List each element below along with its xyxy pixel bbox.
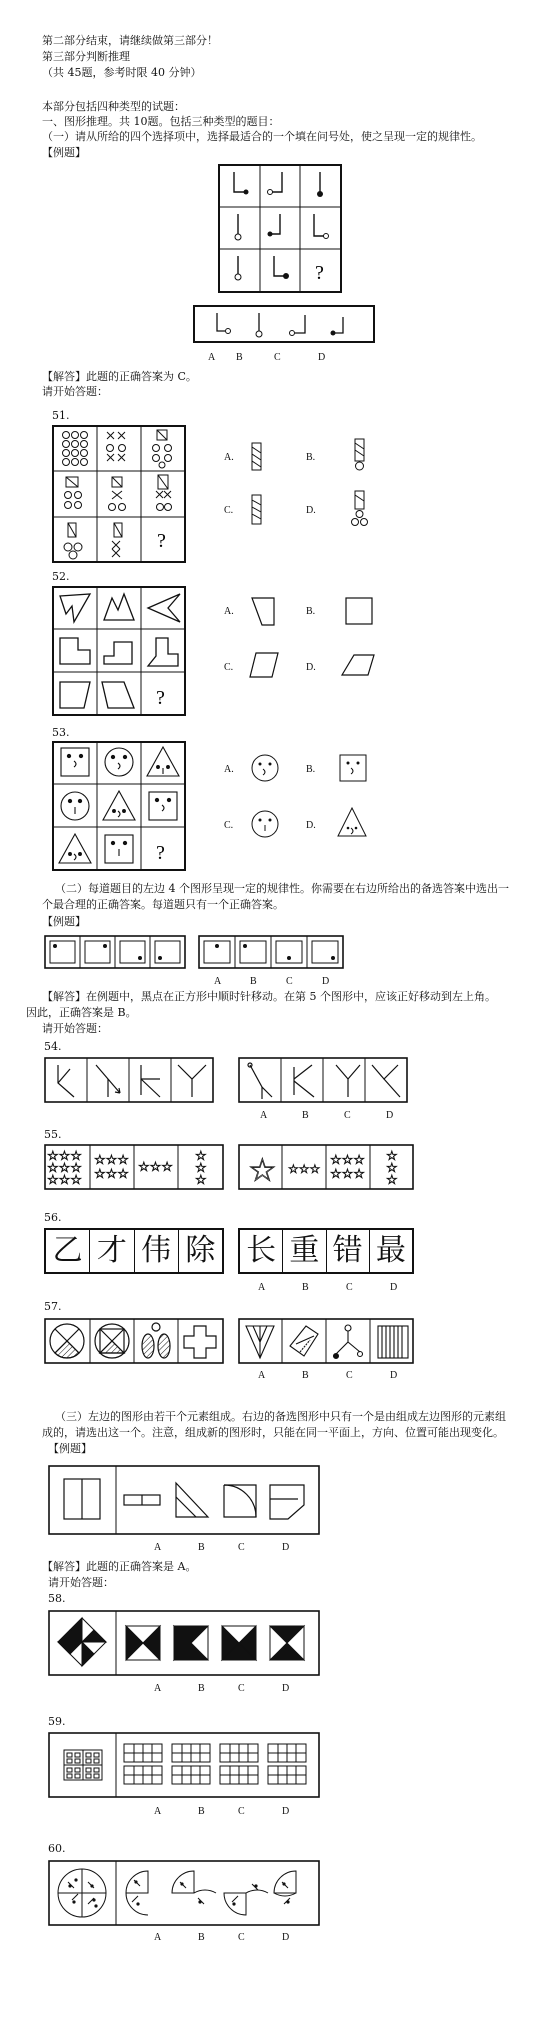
q56-right xyxy=(238,1228,414,1274)
q58-opt-c: C xyxy=(238,1683,245,1694)
s3-intro-2: 成的，请选出这一个。注意，组成新的图形时，只能在同一平面上，方向、位置可能出现变化。 xyxy=(42,1426,504,1439)
q56-char-3: 伟 xyxy=(135,1230,179,1272)
q55-right xyxy=(238,1144,414,1190)
q56-opt-a: A xyxy=(258,1282,266,1293)
ex2-opt-a: A xyxy=(214,976,222,987)
q54-opt-d: D xyxy=(386,1110,394,1121)
ex2-opt-d: D xyxy=(322,976,330,987)
q58-opt-a: A xyxy=(154,1683,162,1694)
q60-opt-a: A xyxy=(154,1932,162,1943)
q56-opt-char-c: 错 xyxy=(327,1230,370,1272)
q51-option-c-figure xyxy=(250,494,264,526)
q52-option-c-figure xyxy=(248,650,280,680)
q57-number: 57. xyxy=(44,1300,62,1313)
svg-text:?: ? xyxy=(157,530,166,552)
q56-char-2: 才 xyxy=(90,1230,134,1272)
svg-text:?: ? xyxy=(156,842,165,864)
q55-left xyxy=(44,1144,224,1190)
q57-opt-a: A xyxy=(258,1370,266,1381)
example1-options xyxy=(193,305,375,343)
svg-text:?: ? xyxy=(156,687,165,709)
opt-a: A xyxy=(208,352,216,363)
ex2-opt-c: C xyxy=(286,976,293,987)
q57-opt-d: D xyxy=(390,1370,398,1381)
s3-answer: 【解答】此题的正确答案是 A。 xyxy=(42,1560,197,1573)
q54-opt-b: B xyxy=(302,1110,309,1121)
q52-option-d-figure xyxy=(340,652,376,678)
q59-figures xyxy=(48,1732,320,1798)
svg-text:☆☆☆: ☆☆☆ xyxy=(288,1162,321,1176)
q52-opt-c: C. xyxy=(224,662,234,673)
q51-number: 51. xyxy=(52,409,70,422)
instructions-1: （一）请从所给的四个选择项中，选择最适合的一个填在问号处，使之呈现一定的规律性。 xyxy=(42,130,482,143)
q60-opt-b: B xyxy=(198,1932,205,1943)
q52-opt-d: D. xyxy=(306,662,316,673)
answer-note-1: 【解答】此题的正确答案为 C。 xyxy=(42,370,197,383)
q52-option-a-figure xyxy=(248,595,278,629)
q53-number: 53. xyxy=(52,726,70,739)
q59-opt-b: B xyxy=(198,1806,205,1817)
section-subtitle: （共 45题，参考时限 40 分钟） xyxy=(42,66,202,79)
q56-opt-b: B xyxy=(302,1282,309,1293)
q60-opt-c: C xyxy=(238,1932,245,1943)
q57-opt-c: C xyxy=(346,1370,353,1381)
q58-opt-b: B xyxy=(198,1683,205,1694)
svg-text:☆☆☆: ☆☆☆ xyxy=(138,1160,173,1175)
q56-left xyxy=(44,1228,224,1274)
q54-opt-c: C xyxy=(344,1110,351,1121)
q54-left xyxy=(44,1057,214,1103)
start-label-1: 请开始答题： xyxy=(42,385,108,398)
q58-opt-d: D xyxy=(282,1683,290,1694)
q53-option-a-figure xyxy=(250,752,280,784)
q56-char-4: 除 xyxy=(185,1233,216,1268)
svg-text:☆: ☆ xyxy=(195,1173,207,1188)
q51-option-a-figure xyxy=(250,442,264,472)
example3-figures xyxy=(48,1465,320,1535)
q60-figures xyxy=(48,1860,320,1926)
intro-type1: 一、图形推理。共 10题。包括三种类型的题目： xyxy=(42,115,280,128)
q56-char-1: 乙 xyxy=(46,1230,90,1272)
q53-option-b-figure xyxy=(338,753,368,783)
example-label-2: 【例题】 xyxy=(42,915,86,928)
q53-opt-a: A. xyxy=(224,764,234,775)
q53-option-c-figure xyxy=(250,808,280,840)
q51-opt-b: B. xyxy=(306,452,316,463)
s2-intro-1: （二）每道题目的左边 4 个图形呈现一定的规律性。你需要在右边所给出的备选答案中选出一 xyxy=(55,882,509,895)
q59-number: 59. xyxy=(48,1715,66,1728)
svg-text:☆: ☆ xyxy=(248,1151,277,1189)
example-label-3: 【例题】 xyxy=(48,1442,92,1455)
q51-option-d-figure xyxy=(350,490,370,530)
q52-opt-b: B. xyxy=(306,606,316,617)
opt-d: D xyxy=(318,352,326,363)
svg-text:☆☆☆: ☆☆☆ xyxy=(330,1153,365,1168)
ex3-opt-c: C xyxy=(238,1542,245,1553)
line-part2-end: 第二部分结束，请继续做第三部分！ xyxy=(42,34,218,47)
svg-text:☆☆☆: ☆☆☆ xyxy=(330,1167,365,1182)
start-label-3: 请开始答题： xyxy=(48,1576,114,1589)
svg-text:☆☆☆: ☆☆☆ xyxy=(47,1173,82,1188)
q51-opt-d: D. xyxy=(306,505,316,516)
q51-grid xyxy=(52,425,186,563)
q55-number: 55. xyxy=(44,1128,62,1141)
svg-text:☆☆☆: ☆☆☆ xyxy=(47,1149,82,1164)
start-label-2: 请开始答题： xyxy=(42,1022,108,1035)
q57-right xyxy=(238,1318,414,1364)
svg-text:☆☆☆: ☆☆☆ xyxy=(94,1167,129,1182)
ex3-opt-a: A xyxy=(154,1542,162,1553)
q53-opt-d: D. xyxy=(306,820,316,831)
q59-opt-c: C xyxy=(238,1806,245,1817)
q53-opt-b: B. xyxy=(306,764,316,775)
q59-opt-a: A xyxy=(154,1806,162,1817)
q58-figures xyxy=(48,1610,320,1676)
svg-text:☆: ☆ xyxy=(386,1173,398,1188)
q57-opt-b: B xyxy=(302,1370,309,1381)
svg-text:☆: ☆ xyxy=(386,1161,398,1176)
svg-text:☆☆☆: ☆☆☆ xyxy=(94,1153,129,1168)
opt-c: C xyxy=(274,352,281,363)
svg-text:☆: ☆ xyxy=(386,1149,398,1164)
q51-opt-c: C. xyxy=(224,505,234,516)
q56-opt-c: C xyxy=(346,1282,353,1293)
q53-opt-c: C. xyxy=(224,820,234,831)
example-label-1: 【例题】 xyxy=(42,146,86,159)
svg-text:☆: ☆ xyxy=(195,1149,207,1164)
q53-grid xyxy=(52,741,186,871)
q53-option-d-figure xyxy=(336,806,368,838)
q58-number: 58. xyxy=(48,1592,66,1605)
q52-option-b-figure xyxy=(344,596,374,626)
example2-right xyxy=(198,935,344,969)
q56-opt-char-b: 重 xyxy=(283,1230,326,1272)
example1-grid xyxy=(218,164,342,294)
ex3-opt-d: D xyxy=(282,1542,290,1553)
q56-opt-char-a: 长 xyxy=(240,1230,283,1272)
s2-intro-2: 个最合理的正确答案。每道题只有一个正确答案。 xyxy=(42,898,284,911)
q56-opt-char-d: 最 xyxy=(375,1233,406,1268)
q54-number: 54. xyxy=(44,1040,62,1053)
q52-opt-a: A. xyxy=(224,606,234,617)
q56-number: 56. xyxy=(44,1211,62,1224)
svg-text:☆: ☆ xyxy=(195,1161,207,1176)
section-title: 第三部分判断推理 xyxy=(42,50,130,63)
q60-opt-d: D xyxy=(282,1932,290,1943)
ex3-opt-b: B xyxy=(198,1542,205,1553)
s2-answer-1: 【解答】在例题中，黑点在正方形中顺时针移动。在第 5 个图形中，应该正好移动到左上角。 xyxy=(42,990,496,1003)
q51-opt-a: A. xyxy=(224,452,234,463)
q54-opt-a: A xyxy=(260,1110,268,1121)
q54-right xyxy=(238,1057,408,1103)
opt-b: B xyxy=(236,352,243,363)
q60-number: 60. xyxy=(48,1842,66,1855)
q56-opt-d: D xyxy=(390,1282,398,1293)
intro-line: 本部分包括四种类型的试题： xyxy=(42,100,185,113)
question-mark: ? xyxy=(315,262,324,284)
q52-grid xyxy=(52,586,186,716)
example2-left xyxy=(44,935,186,969)
s2-answer-2: 因此，正确答案是 B。 xyxy=(26,1006,137,1019)
ex2-opt-b: B xyxy=(250,976,257,987)
q52-number: 52. xyxy=(52,570,70,583)
q51-option-b-figure xyxy=(352,438,368,474)
s3-intro-1: （三）左边的图形由若干个元素组成。右边的备选图形中只有一个是由组成左边图形的元素组 xyxy=(55,1410,506,1423)
q59-opt-d: D xyxy=(282,1806,290,1817)
svg-text:☆☆☆: ☆☆☆ xyxy=(47,1161,82,1176)
q57-left xyxy=(44,1318,224,1364)
